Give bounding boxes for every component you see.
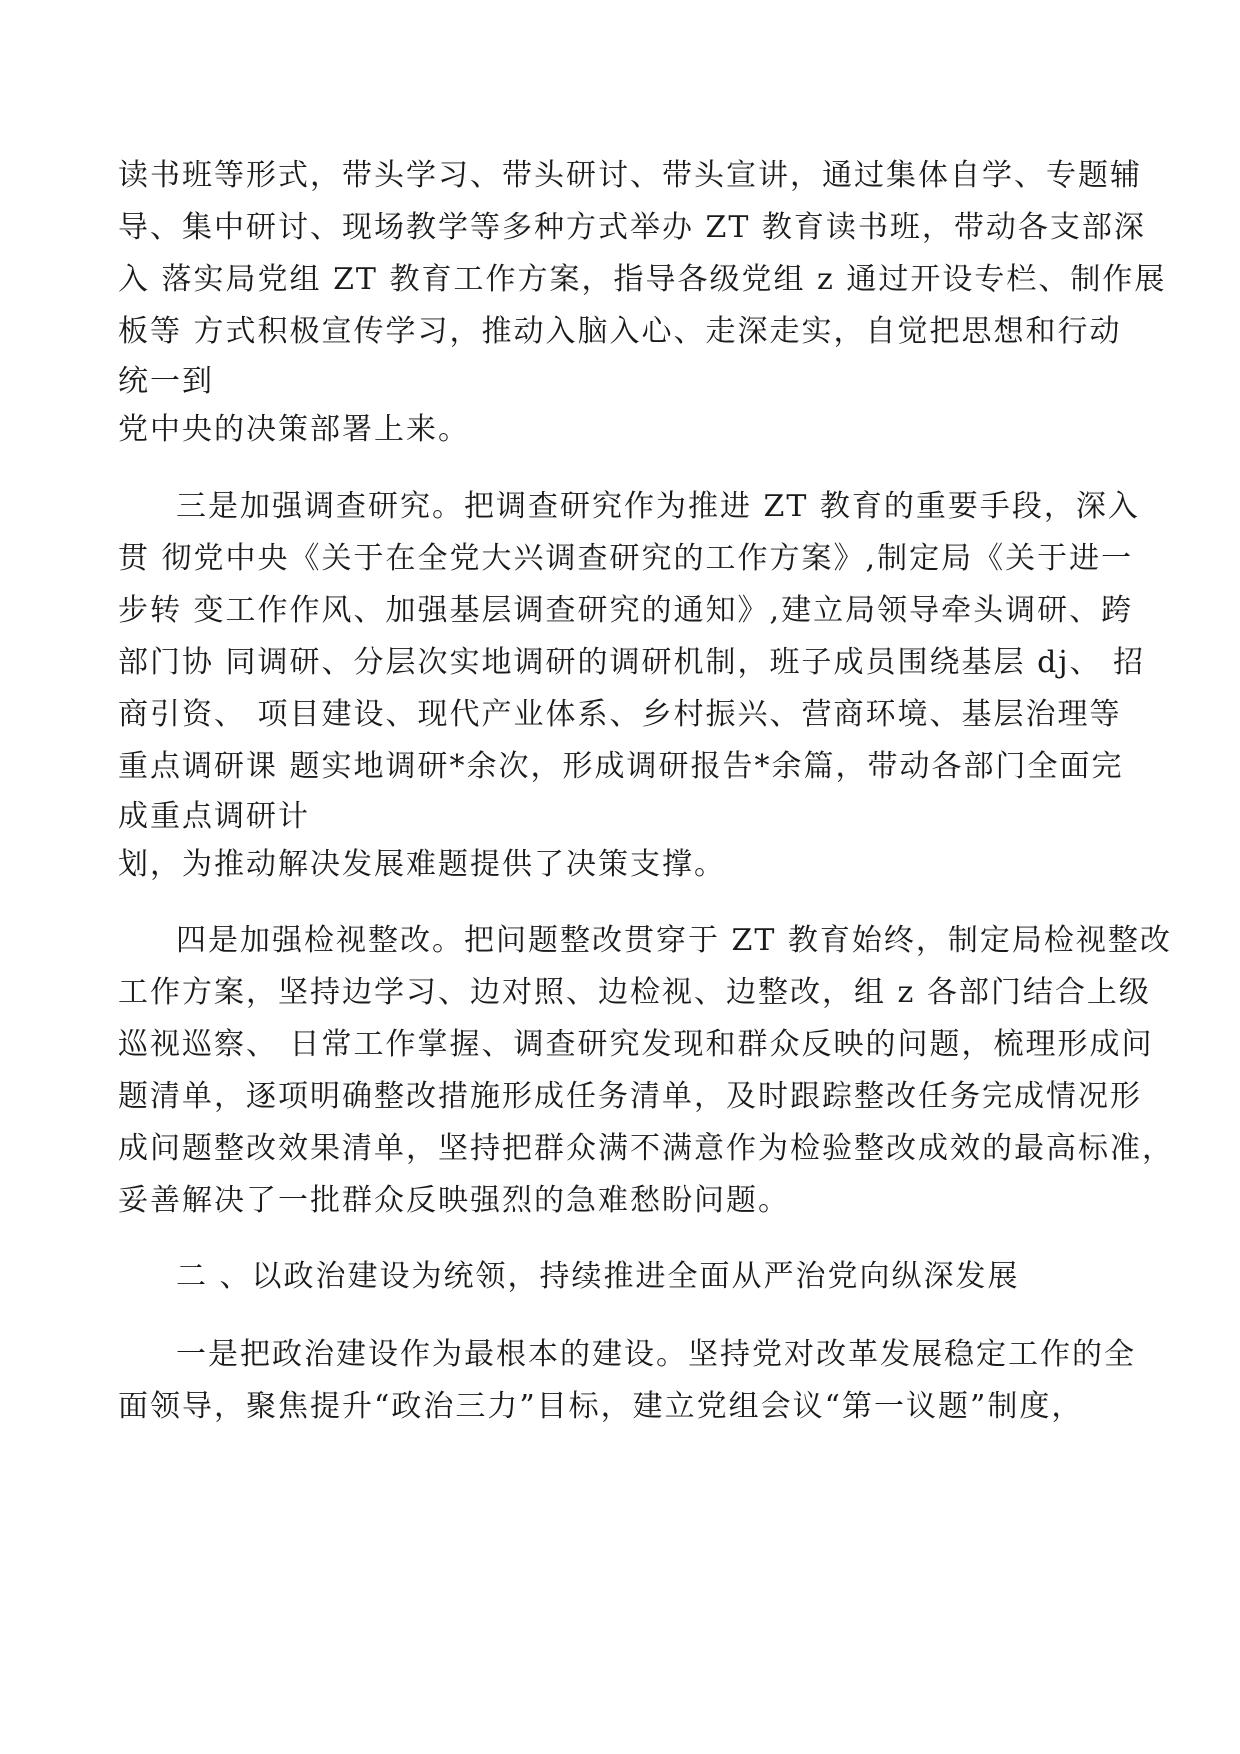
paragraph-5-line-2: 面领导，聚焦提升“政治三力”目标，建立党组会议“第一议题”制度，: [118, 1389, 1084, 1424]
paragraph-3-line-1: 四是加强检视整改。把问题整改贯穿于 ZT 教育始终，制定局检视整改: [176, 923, 1172, 958]
paragraph-5-line-1: 一是把政治建设作为最根本的建设。坚持党对改革发展稳定工作的全: [176, 1337, 1136, 1372]
section-heading: 二 、以政治建设为统领，持续推进全面从严治党向纵深发展: [176, 1259, 1020, 1294]
paragraph-2-line-6: 重点调研课 题实地调研*余次，形成调研报告*余篇，带动各部门全面完: [118, 749, 1124, 784]
paragraph-1-line-1: 读书班等形式，带头学习、带头研讨、带头宣讲，通过集体自学、专题辅: [118, 158, 1142, 193]
paragraph-2-line-5: 商引资、 项目建设、现代产业体系、乡村振兴、营商环境、基层治理等: [118, 697, 1122, 732]
paragraph-2-line-8: 划，为推动解决发展难题提供了决策支撑。: [118, 847, 726, 882]
paragraph-1-line-2: 导、集中研讨、现场教学等多种方式举办 ZT 教育读书班，带动各支部深: [118, 210, 1146, 245]
paragraph-3-line-3: 巡视巡察、 日常工作掌握、调查研究发现和群众反映的问题，梳理形成问: [118, 1027, 1154, 1062]
paragraph-2-line-1: 三是加强调查研究。把调查研究作为推进 ZT 教育的重要手段，深入: [176, 489, 1140, 524]
paragraph-1-line-4: 板等 方式积极宣传学习，推动入脑入心、走深走实，自觉把思想和行动: [118, 314, 1122, 349]
paragraph-3-line-2: 工作方案，坚持边学习、边对照、边检视、边整改，组 z 各部门结合上级: [118, 975, 1151, 1010]
paragraph-1-line-5: 统一到: [118, 364, 214, 399]
paragraph-3-line-6: 妥善解决了一批群众反映强烈的急难愁盼问题。: [118, 1183, 790, 1218]
paragraph-1-line-6: 党中央的决策部署上来。: [118, 412, 470, 447]
paragraph-2-line-3: 步转 变工作作风、加强基层调查研究的通知》,建立局领导牵头调研、跨: [118, 593, 1134, 628]
paragraph-3-line-5: 成问题整改效果清单，坚持把群众满不满意作为检验整改成效的最高标准，: [118, 1131, 1174, 1166]
paragraph-1-line-3: 入 落实局党组 ZT 教育工作方案，指导各级党组 z 通过开设专栏、制作展: [118, 262, 1167, 297]
paragraph-3-line-4: 题清单，逐项明确整改措施形成任务清单，及时跟踪整改任务完成情况形: [118, 1079, 1142, 1114]
paragraph-2-line-4: 部门协 同调研、分层次实地调研的调研机制，班子成员围绕基层 dj、 招: [118, 645, 1146, 680]
paragraph-2-line-2: 贯 彻党中央《关于在全党大兴调查研究的工作方案》,制定局《关于进一: [118, 541, 1134, 576]
paragraph-2-line-7: 成重点调研计: [118, 799, 310, 834]
